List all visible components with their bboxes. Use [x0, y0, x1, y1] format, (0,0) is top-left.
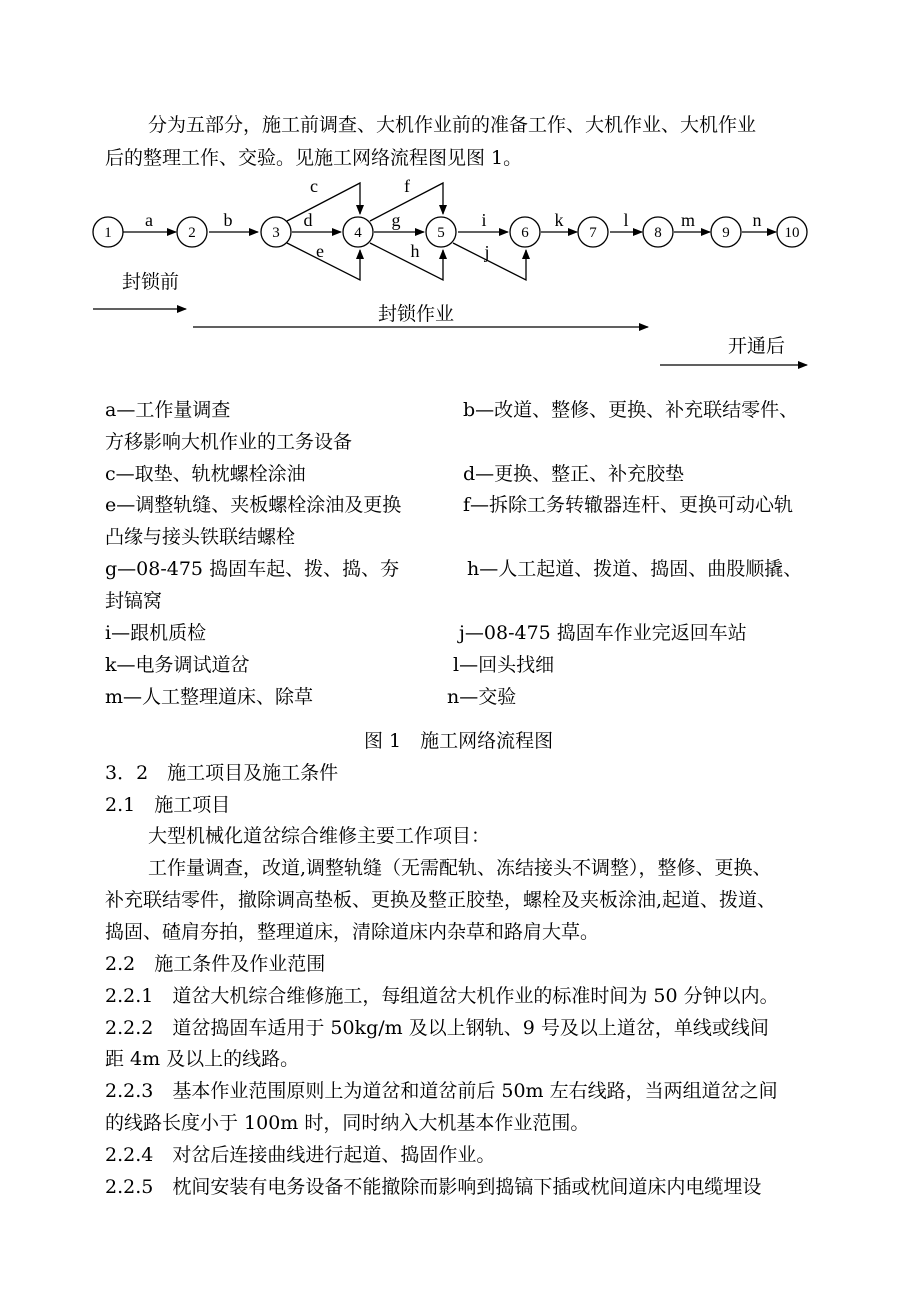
node-8-label: 8	[654, 225, 662, 241]
legend-g-2: 封镐窝	[105, 590, 163, 612]
edge-label-g: g	[391, 210, 401, 230]
section-2-1-para-1: 大型机械化道岔综合维修主要工作项目：	[148, 825, 491, 847]
legend-e-2: 凸缘与接头铁联结螺栓	[105, 526, 296, 548]
edge-label-e: e	[316, 241, 324, 261]
legend-m: m—人工整理道床、除草	[105, 686, 314, 708]
edge-label-l: l	[623, 210, 629, 230]
legend-c: c—取垫、轨枕螺栓涂油	[105, 463, 306, 485]
section-2-2-heading: 2.2 施工条件及作业范围	[105, 953, 326, 975]
edge-label-f: f	[404, 176, 410, 196]
section-3-2-heading: 3．2 施工项目及施工条件	[105, 762, 339, 784]
figure-caption: 图 1 施工网络流程图	[364, 730, 554, 752]
section-2-2-4: 2.2.4 对岔后连接曲线进行起道、捣固作业。	[105, 1144, 496, 1166]
section-2-2-2-line-2: 距 4m 及以上的线路。	[105, 1048, 300, 1070]
legend-a: a—工作量调查	[105, 399, 231, 421]
section-2-1-para-2-line-2: 补充联结零件，撤除调高垫板、更换及整正胶垫，螺栓及夹板涂油,起道、拨道、	[105, 889, 777, 911]
section-2-2-2-line-1: 2.2.2 道岔捣固车适用于 50kg/m 及以上钢轨、9 号及以上道岔，单线或线间	[105, 1017, 769, 1039]
legend-l: l—回头找细	[453, 654, 555, 676]
phase-before-label: 封锁前	[122, 271, 180, 293]
section-2-1-para-2-line-3: 捣固、碴肩夯拍，整理道床，清除道床内杂草和路肩大草。	[105, 921, 600, 943]
legend-g-1: g—08-475 捣固车起、拨、捣、夯	[105, 558, 400, 580]
node-2-label: 2	[188, 225, 196, 241]
node-1-label: 1	[104, 225, 112, 241]
legend-k: k—电务调试道岔	[105, 654, 250, 676]
legend-b-1: b—改道、整修、更换、补充联结零件、	[463, 399, 799, 421]
section-2-2-3-line-2: 的线路长度小于 100m 时，同时纳入大机基本作业范围。	[105, 1112, 590, 1134]
section-2-1-heading: 2.1 施工项目	[105, 794, 231, 816]
intro-line-2: 后的整理工作、交验。见施工网络流程图见图 1。	[105, 147, 523, 169]
node-6-label: 6	[521, 225, 529, 241]
edge-label-m: m	[680, 210, 696, 230]
node-4-label: 4	[354, 225, 362, 241]
edge-label-k: k	[554, 210, 564, 230]
edge-label-d: d	[303, 210, 313, 230]
legend-n: n—交验	[447, 686, 517, 708]
node-10-label: 10	[784, 225, 800, 241]
node-5-label: 5	[437, 225, 445, 241]
legend-e-1: e—调整轨缝、夹板螺栓涂油及更换	[105, 494, 402, 516]
edge-c	[287, 183, 360, 221]
edge-label-i: i	[481, 210, 487, 230]
edge-h	[370, 243, 443, 280]
legend-d: d—更换、整正、补充胶垫	[463, 463, 685, 485]
section-2-1-para-2-line-1: 工作量调查，改道,调整轨缝（无需配轨、冻结接头不调整），整修、更换、	[148, 857, 772, 879]
edge-label-j: j	[484, 242, 490, 262]
node-3-label: 3	[272, 225, 280, 241]
node-7-label: 7	[589, 225, 597, 241]
edge-label-n: n	[752, 210, 762, 230]
edge-label-c: c	[310, 176, 318, 196]
intro-line-1: 分为五部分，施工前调查、大机作业前的准备工作、大机作业、大机作业	[148, 114, 757, 136]
section-2-2-1: 2.2.1 道岔大机综合维修施工，每组道岔大机作业的标准时间为 50 分钟以内。	[105, 985, 779, 1007]
legend-f: f—拆除工务转辙器连杆、更换可动心轨	[463, 494, 794, 516]
legend-i: i—跟机质检	[105, 622, 207, 644]
legend-j: j—08-475 捣固车作业完返回车站	[459, 622, 747, 644]
legend-b-2: 方移影响大机作业的工务设备	[105, 431, 353, 453]
edge-label-a: a	[145, 210, 153, 230]
edge-label-h: h	[410, 241, 420, 261]
phase-during-label: 封锁作业	[378, 303, 455, 325]
edge-label-b: b	[223, 210, 233, 230]
phase-after-label: 开通后	[728, 335, 786, 357]
section-2-2-3-line-1: 2.2.3 基本作业范围原则上为道岔和道岔前后 50m 左右线路，当两组道岔之间	[105, 1080, 778, 1102]
legend-h: h—人工起道、拨道、捣固、曲股顺撬、	[467, 558, 803, 580]
node-9-label: 9	[722, 225, 730, 241]
section-2-2-5: 2.2.5 枕间安装有电务设备不能撤除而影响到捣镐下插或枕间道床内电缆埋设	[105, 1176, 762, 1198]
